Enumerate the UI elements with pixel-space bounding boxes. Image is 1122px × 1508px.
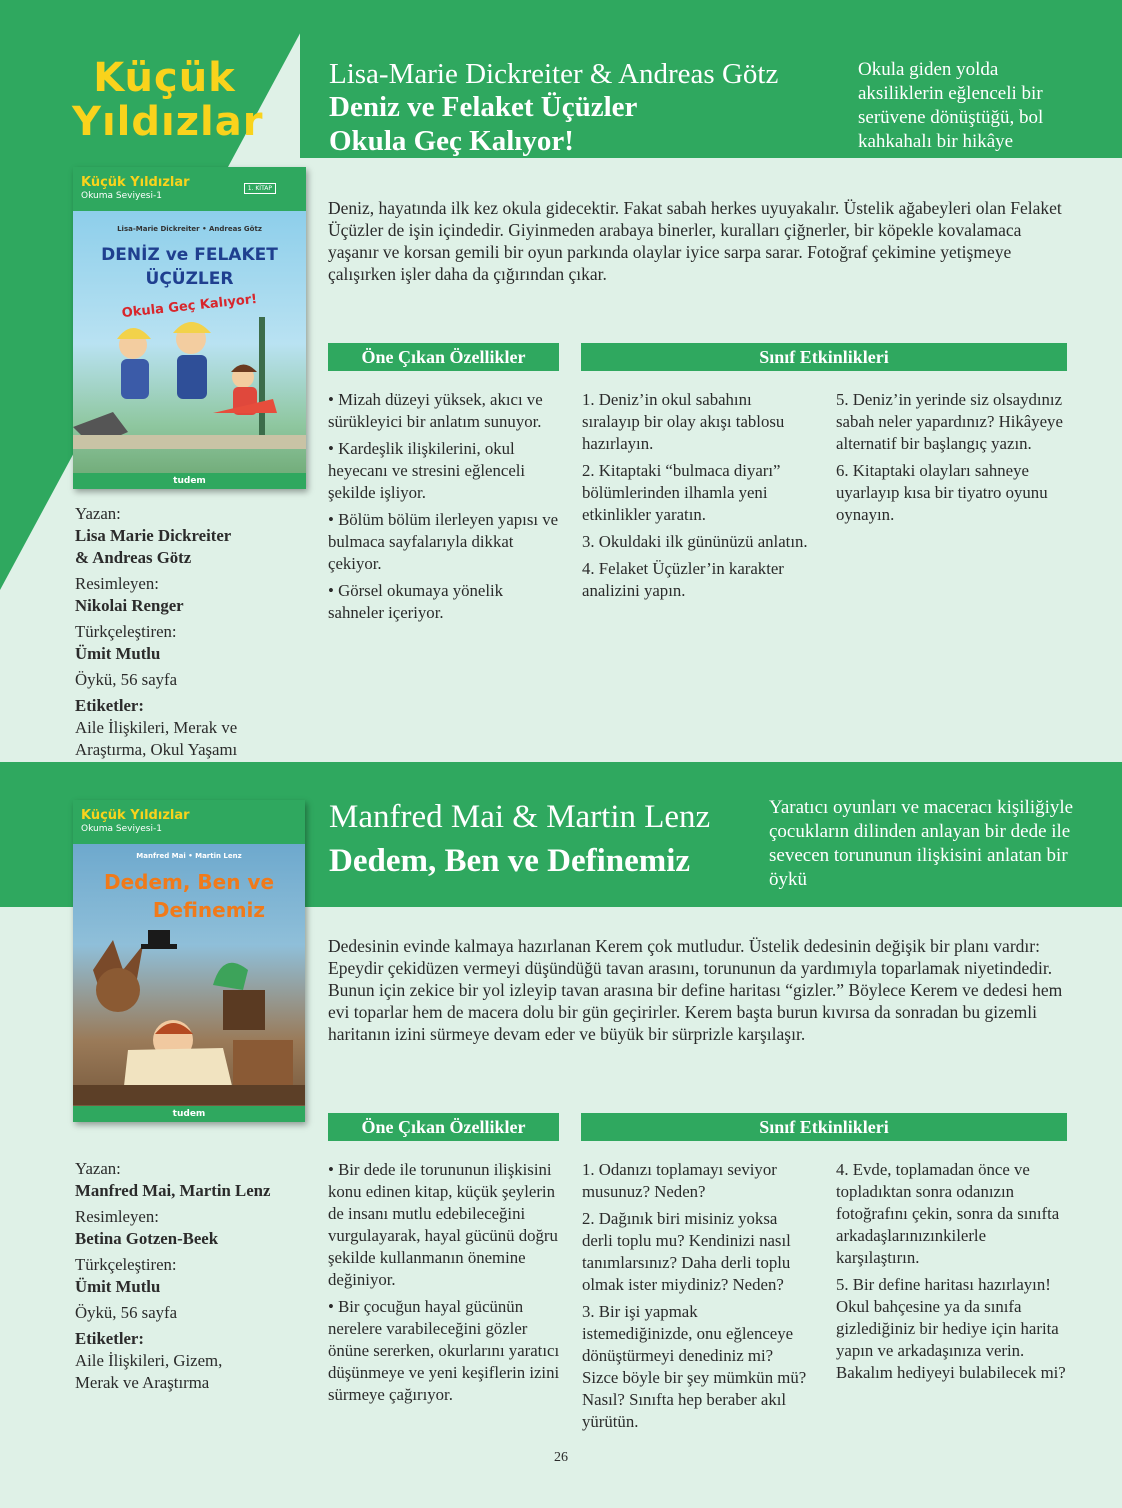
- illustrator-label: Resimleyen:: [75, 1207, 159, 1226]
- translator-label: Türkçeleştiren:: [75, 1255, 177, 1274]
- activity-item: 2. Dağınık biri misiniz yoksa derli toplu mu? Kendinizi nasıl tanımlarsınız? Daha derli toplu olmak ister miydiniz? Neden?: [582, 1209, 791, 1294]
- cover-title-2: Definemiz: [152, 898, 266, 922]
- cover-series: Küçük Yıldızlar: [81, 175, 190, 190]
- activity-item: 5. Bir define haritası hazırlayın! Okul bahçesine ya da sınıfa gizlediğiniz bir hediye için harita yapın ve arkadaşınıza verin. Bakalım hediyeyi bulabilecek mi?: [836, 1275, 1066, 1382]
- translator-label: Türkçeleştiren:: [75, 622, 177, 641]
- book-2-blurb: Yaratıcı oyunları ve maceracı kişiliğiyle çocukların dilinden anlayan bir dede ile sevecen torununun ilişkisini anlatan bir öykü: [769, 797, 1074, 890]
- feature-item: • Bir çocuğun hayal gücünün nerelere varabileceğini gözler önüne sererken, okurlarını yaratıcı düşünmeye ve yeni keşiflerin izini sürmeye çağırıyor.: [328, 1297, 560, 1404]
- format-value: Öykü, 56 sayfa: [75, 670, 178, 689]
- author-label: Yazan:: [75, 1159, 121, 1178]
- book-2-features-list: [328, 1159, 563, 1411]
- cover-series: Küçük Yıldızlar: [81, 808, 190, 823]
- book-2-authors: Manfred Mai & Martin Lenz: [329, 799, 711, 835]
- tags-value-2: Araştırma, Okul Yaşamı: [75, 740, 238, 759]
- cover-title-1: DENİZ ve FELAKET: [101, 245, 278, 265]
- cover-badge: 1. KİTAP: [244, 183, 276, 194]
- tags-label: Etiketler:: [75, 696, 144, 715]
- book-1-title-line-2: Okula Geç Kalıyor!: [329, 125, 574, 157]
- cover-publisher: tudem: [73, 1106, 305, 1122]
- book-1-heading: [329, 58, 778, 158]
- author-value-1: Manfred Mai, Martin Lenz: [75, 1181, 271, 1200]
- feature-item: • Mizah düzeyi yüksek, akıcı ve sürükleyici bir anlatım sunuyor.: [328, 390, 543, 431]
- book-1-activities-col-1: [582, 389, 810, 607]
- format-value: Öykü, 56 sayfa: [75, 1303, 178, 1322]
- translator-value: Ümit Mutlu: [75, 1277, 161, 1296]
- book-1-activities-heading: Sınıf Etkinlikleri: [581, 343, 1067, 371]
- book-1-metadata: [75, 503, 295, 761]
- book-2-features-heading: Öne Çıkan Özellikler: [328, 1113, 559, 1141]
- book-1-activities-col-2: [836, 389, 1072, 531]
- book-1-description: Deniz, hayatında ilk kez okula gidecektir. Fakat sabah herkes uyuyakalır. Üstelik ağabeyleri olan Felaket Üçüzler de işin içindedir. Giyinmeden arabaya binerler, kuralları çiğnerler, bir köpekle kovalamaca yaşanır ve korsan gemili bir oyun parkında olaylar iyice sarpa sarar. Fotoğraf çekimine yetişmeye çalışırken işler daha da çığırından çıkar.: [328, 198, 1062, 284]
- activity-item: 4. Evde, toplamadan önce ve topladıktan sonra odanızın fotoğrafını çekin, sonra da sınıfta arkadaşlarınızınkilerle karşılaştırın.: [836, 1160, 1060, 1267]
- cover-level: Okuma Seviyesi-1: [81, 824, 162, 834]
- tags-label: Etiketler:: [75, 1329, 144, 1348]
- book-1-authors: Lisa-Marie Dickreiter & Andreas Götz: [329, 58, 779, 90]
- book-2-cover: [73, 800, 305, 1122]
- tags-value-1: Aile İlişkileri, Merak ve: [75, 718, 238, 737]
- activity-item: 1. Odanızı toplamayı seviyor musunuz? Neden?: [582, 1160, 777, 1201]
- cover-title-2: ÜÇÜZLER: [145, 269, 234, 289]
- author-value-2: & Andreas Götz: [75, 548, 192, 567]
- activity-item: 2. Kitaptaki “bulmaca diyarı” bölümlerinden ilhamla yeni etkinlikler yaratın.: [582, 461, 781, 524]
- cover-level: Okuma Seviyesi-1: [81, 191, 162, 201]
- logo-word-2: Yıldızlar: [72, 99, 264, 145]
- page-number: 26: [554, 1450, 568, 1465]
- book-2-heading: [329, 798, 710, 886]
- tags-value-2: Merak ve Araştırma: [75, 1373, 210, 1392]
- activity-item: 3. Bir işi yapmak istemediğinizde, onu eğlenceye dönüştürmeyi denediniz mi? Sizce böyle bir şey mümkün mü? Nasıl? Sınıfta hep beraber akıl yürütün.: [582, 1302, 807, 1431]
- illustrator-value: Nikolai Renger: [75, 596, 184, 615]
- book-2-activities-col-2: [836, 1159, 1072, 1389]
- book-1-features-list: [328, 389, 560, 629]
- cover-subtitle: Okula Geç Kalıyor!: [121, 291, 258, 322]
- illustrator-value: Betina Gotzen-Beek: [75, 1229, 219, 1248]
- cover-illustration: [73, 930, 305, 1105]
- feature-item: • Kardeşlik ilişkilerini, okul heyecanı ve stresini eğlenceli şekilde işliyor.: [328, 439, 526, 502]
- cover-publisher: tudem: [73, 473, 306, 489]
- feature-item: • Görsel okumaya yönelik sahneler içeriyor.: [328, 581, 504, 622]
- book-2-metadata: [75, 1158, 295, 1394]
- book-2-activities-col-1: [582, 1159, 812, 1438]
- book-2-activities-heading: Sınıf Etkinlikleri: [581, 1113, 1067, 1141]
- book-2-title: Dedem, Ben ve Definemiz: [329, 843, 691, 879]
- activity-item: 1. Deniz’in okul sabahını sıralayıp bir olay akışı tablosu hazırlayın.: [582, 390, 785, 453]
- logo-word-1: Küçük: [93, 55, 236, 101]
- cover-authors: Lisa-Marie Dickreiter • Andreas Götz: [117, 225, 262, 233]
- feature-item: • Bir dede ile torununun ilişkisini konu edinen kitap, küçük şeylerin de insanı mutlu edebileceğini vurgulayarak, hayal gücünü doğru şekilde kullanmanın önemine değiniyor.: [328, 1160, 558, 1289]
- book-1-blurb: Okula giden yolda aksiliklerin eğlenceli bir serüvene dönüştüğü, bol kahkahalı bir hikâye: [858, 59, 1044, 152]
- illustrator-label: Resimleyen:: [75, 574, 159, 593]
- cover-title-1: Dedem, Ben ve: [103, 870, 275, 894]
- cover-authors: Manfred Mai • Martin Lenz: [136, 852, 242, 860]
- series-logo: [72, 55, 264, 145]
- author-label: Yazan:: [75, 504, 121, 523]
- activity-item: 4. Felaket Üçüzler’in karakter analizini yapın.: [582, 559, 784, 600]
- activity-item: 5. Deniz’in yerinde siz olsaydınız sabah neler yapardınız? Hikâyeye alternatif bir başlangıç yazın.: [836, 390, 1063, 453]
- cover-illustration: [73, 317, 306, 467]
- author-value-1: Lisa Marie Dickreiter: [75, 526, 232, 545]
- book-1-title-line-1: Deniz ve Felaket Üçüzler: [329, 91, 638, 123]
- feature-item: • Bölüm bölüm ilerleyen yapısı ve bulmaca sayfalarıyla dikkat çekiyor.: [328, 510, 559, 573]
- activity-item: 6. Kitaptaki olayları sahneye uyarlayıp kısa bir tiyatro oyunu oynayın.: [836, 461, 1048, 524]
- book-2-description: Dedesinin evinde kalmaya hazırlanan Kerem çok mutludur. Üstelik dedesinin değişik bir planı vardır: Epeydir çekidüzen vermeyi düşündüğü tavan arasını, torununun da yardımıyla toparlamak niyetindedir. Bunun için zekice bir yol izleyip tavan arasına bir define haritası “gizler.” Böylece Kerem ve dedesi hem evi toparlar hem de macera dolu bir gün geçirirler. Kerem başta burun kıvırsa da sonradan bu gizemli haritanın izini sürmeye devam eder ve büyük bir sürprizle karşılaşır.: [328, 936, 1063, 1044]
- translator-value: Ümit Mutlu: [75, 644, 161, 663]
- activity-item: 3. Okuldaki ilk gününüzü anlatın.: [582, 532, 808, 551]
- book-1-cover: [73, 167, 306, 489]
- tags-value-1: Aile İlişkileri, Gizem,: [75, 1351, 223, 1370]
- book-1-features-heading: Öne Çıkan Özellikler: [328, 343, 559, 371]
